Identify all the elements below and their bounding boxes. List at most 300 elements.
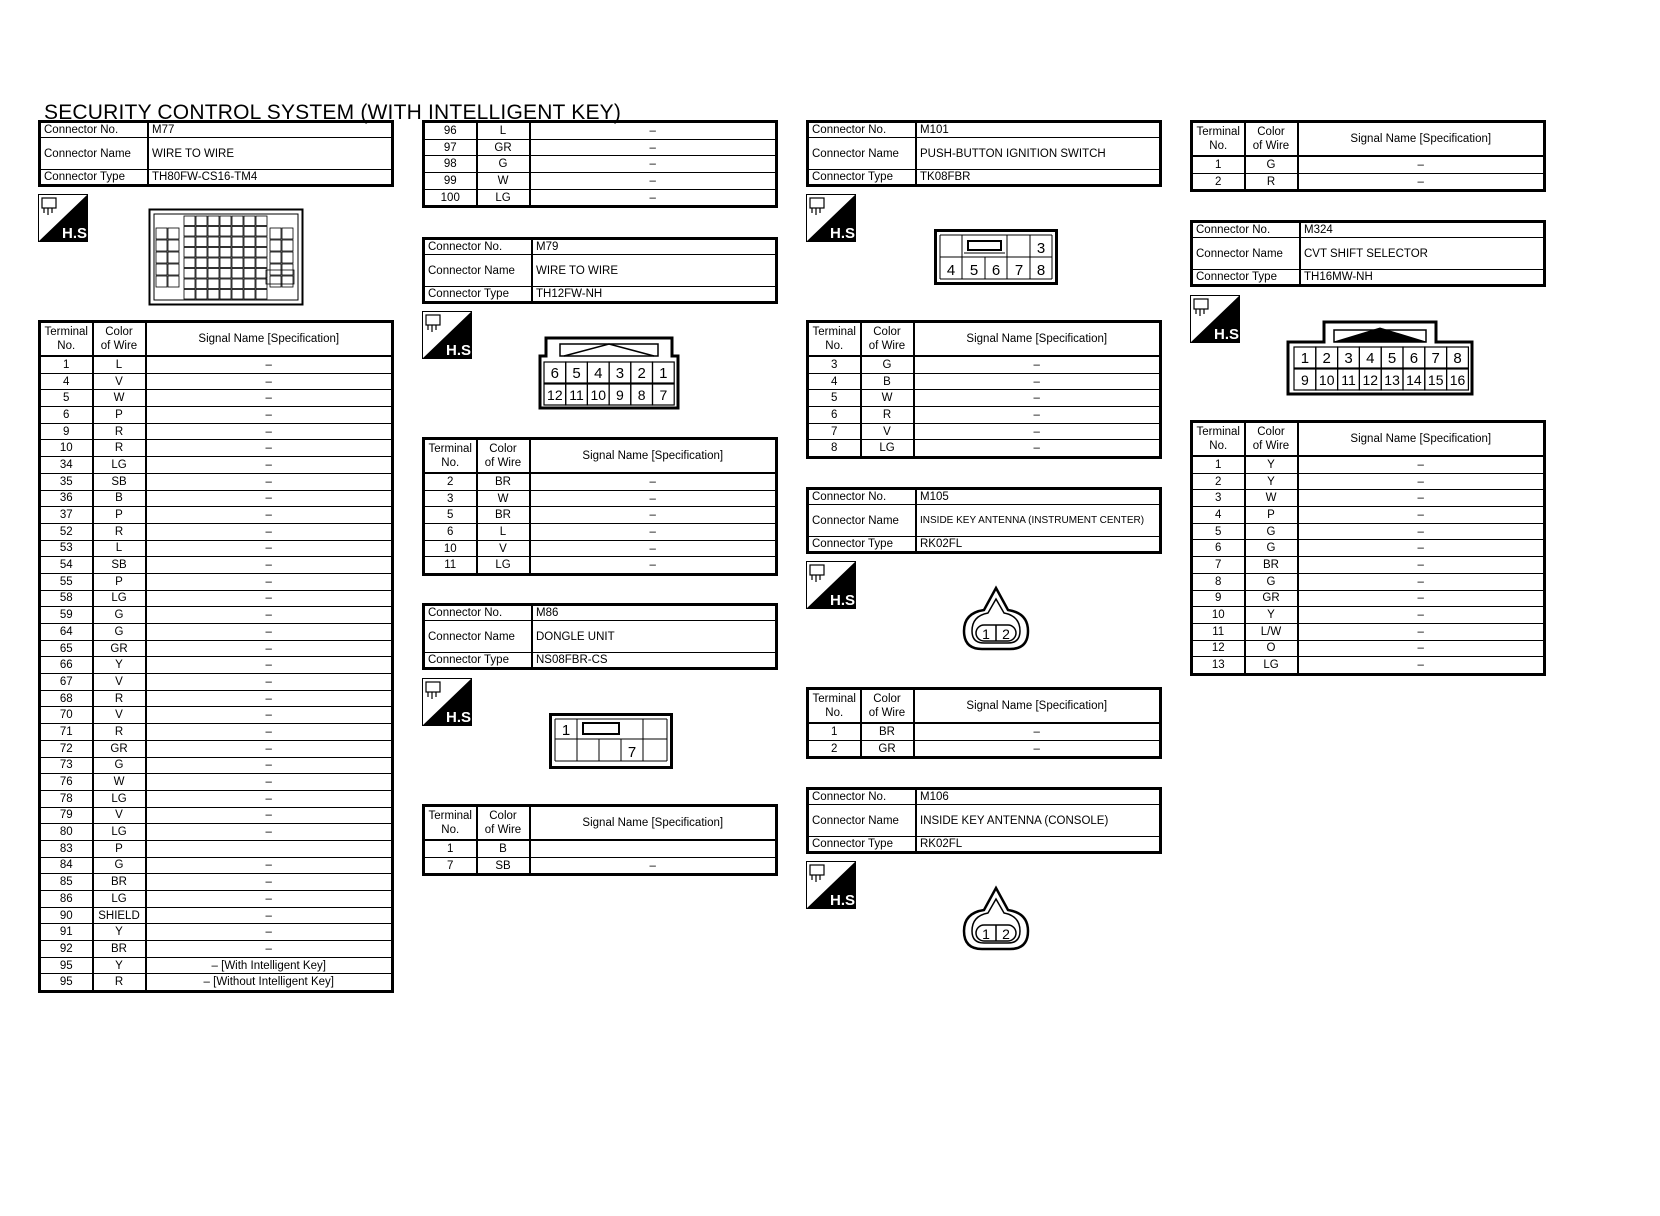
connector-name-label: Connector Name: [424, 621, 533, 653]
header-text: No.: [825, 340, 844, 352]
terminal-no: 5: [40, 390, 93, 407]
pin-label: 6: [991, 262, 1001, 279]
wire-color: R: [1245, 173, 1298, 191]
wire-color: BR: [477, 507, 530, 524]
signal-name: –: [146, 907, 393, 924]
wire-color: W: [477, 490, 530, 507]
wire-color: W: [861, 390, 914, 407]
signal-name: –: [530, 173, 777, 190]
table-row: [424, 156, 777, 173]
m79-connector-face: [538, 336, 680, 415]
wire-color: W: [93, 390, 146, 407]
wire-color: G: [1245, 540, 1298, 557]
header-text: No.: [441, 457, 460, 469]
signal-name: –: [146, 757, 393, 774]
connector-name-label: Connector Name: [808, 805, 917, 837]
signal-name: –: [530, 139, 777, 156]
terminal-no: 2: [424, 473, 477, 490]
hs-icon-label: H.S.: [446, 342, 476, 359]
table-row: [40, 891, 393, 908]
table-row: [1192, 456, 1545, 473]
m86-connector-face: [549, 713, 673, 774]
signal-name: –: [146, 507, 393, 524]
hs-icon-label: H.S.: [830, 892, 860, 909]
terminal-no: 55: [40, 573, 93, 590]
terminal-no: 4: [1192, 507, 1245, 524]
signal-name: –: [146, 857, 393, 874]
signal-name: –: [530, 156, 777, 173]
signal-name: –: [530, 473, 777, 490]
table-row: [1192, 557, 1545, 574]
wire-color: Y: [1245, 607, 1298, 624]
table-row: [424, 507, 777, 524]
table-row: [40, 607, 393, 624]
table-row: [40, 674, 393, 691]
signal-name: –: [914, 407, 1161, 424]
signal-name-header: Signal Name [Specification]: [530, 439, 777, 474]
header-text: Color: [1257, 426, 1285, 438]
header-text: of Wire: [1252, 140, 1290, 152]
header-text: No.: [1209, 440, 1228, 452]
signal-name: –: [146, 540, 393, 557]
terminal-no: 1: [1192, 156, 1245, 173]
signal-name: –: [914, 373, 1161, 390]
wire-color: P: [93, 507, 146, 524]
pin-label: 1: [561, 722, 571, 739]
signal-name: –: [914, 740, 1161, 758]
terminal-no: 3: [1192, 490, 1245, 507]
table-row: [40, 724, 393, 741]
wire-color: BR: [93, 874, 146, 891]
signal-name: –: [530, 122, 777, 140]
wire-color: Y: [93, 924, 146, 941]
table-row: [40, 957, 393, 974]
table-row: [424, 540, 777, 557]
terminal-no: 95: [40, 974, 93, 992]
pin-label: 10: [1318, 372, 1335, 388]
signal-name: –: [1298, 557, 1545, 574]
wire-color: LG: [93, 590, 146, 607]
terminal-no: 7: [808, 423, 861, 440]
signal-name-header: Signal Name [Specification]: [914, 322, 1161, 357]
connector-name-label: Connector Name: [1192, 238, 1301, 270]
header-text: of Wire: [868, 340, 906, 352]
wire-color: SB: [93, 557, 146, 574]
wire-color: R: [93, 974, 146, 992]
table-row: [40, 807, 393, 824]
terminal-no: 3: [424, 490, 477, 507]
table-row: [1192, 473, 1545, 490]
pin-label: 7: [627, 744, 637, 761]
connector-name-label: Connector Name: [808, 138, 917, 170]
wire-color: V: [93, 373, 146, 390]
signal-name: –: [146, 824, 393, 841]
terminal-no-header: [1192, 122, 1245, 157]
header-text: of Wire: [100, 340, 138, 352]
connector-name-value: WIRE TO WIRE: [532, 255, 777, 287]
table-row: [424, 490, 777, 507]
table-header: [808, 322, 1161, 357]
pin-label: 12: [1362, 372, 1379, 388]
header-text: Terminal: [1196, 426, 1240, 438]
m324-connector-face: [1286, 320, 1474, 401]
terminal-no: 2: [808, 740, 861, 758]
table-row: [1192, 573, 1545, 590]
table-row: [40, 757, 393, 774]
table-row: [1192, 590, 1545, 607]
pin-label: 13: [1384, 372, 1400, 388]
pin-label: 6: [1409, 350, 1419, 367]
connector-name-value: DONGLE UNIT: [532, 621, 777, 653]
color-of-wire-header: [477, 439, 530, 474]
hs-icon: [806, 194, 860, 247]
signal-name: –: [1298, 173, 1545, 191]
connector-type-label: Connector Type: [40, 170, 149, 186]
m105-connector-face: [960, 585, 1032, 658]
wire-color: G: [1245, 523, 1298, 540]
terminal-no: 6: [40, 407, 93, 424]
pin-label: 2: [1002, 926, 1010, 942]
connector-type-label: Connector Type: [808, 170, 917, 186]
wire-color: LG: [1245, 657, 1298, 675]
wire-color: L: [477, 524, 530, 541]
wire-color: V: [93, 674, 146, 691]
terminal-no: 2: [1192, 173, 1245, 191]
terminal-no: 85: [40, 874, 93, 891]
signal-name: –: [1298, 473, 1545, 490]
terminal-no: 59: [40, 607, 93, 624]
terminal-no-header: [1192, 422, 1245, 457]
terminal-no: 54: [40, 557, 93, 574]
header-text: of Wire: [868, 707, 906, 719]
terminal-no: 68: [40, 690, 93, 707]
wire-color: Y: [1245, 456, 1298, 473]
wire-color: R: [93, 523, 146, 540]
table-row: [424, 557, 777, 575]
wire-color: B: [477, 840, 530, 857]
terminal-no: 99: [424, 173, 477, 190]
wire-color: L: [93, 540, 146, 557]
wire-color: G: [477, 156, 530, 173]
wire-color: Y: [1245, 473, 1298, 490]
terminal-no: 1: [1192, 456, 1245, 473]
table-row: [424, 857, 777, 875]
table-row: [1192, 657, 1545, 675]
signal-name: –: [530, 189, 777, 207]
m106-connector-face: [960, 885, 1032, 958]
table-row: [40, 490, 393, 507]
connector-no-label: Connector No.: [808, 489, 917, 505]
color-of-wire-header: [1245, 122, 1298, 157]
signal-name: –: [1298, 573, 1545, 590]
table-row: [40, 941, 393, 958]
pin-label: 8: [1036, 262, 1046, 279]
table-row: [424, 473, 777, 490]
wire-color: V: [477, 540, 530, 557]
terminal-no: 10: [1192, 607, 1245, 624]
table-row: [40, 974, 393, 992]
pin-label: 7: [659, 387, 668, 403]
pin-label: 16: [1449, 372, 1466, 388]
wire-color: L: [93, 356, 146, 373]
terminal-no: 90: [40, 907, 93, 924]
signal-name: –: [146, 590, 393, 607]
signal-name: –: [914, 390, 1161, 407]
pin-label: 9: [616, 387, 624, 403]
signal-name: –: [146, 874, 393, 891]
table-row: [40, 457, 393, 474]
wire-color: G: [861, 356, 914, 373]
pin-label: 5: [1387, 350, 1397, 367]
terminal-no: 84: [40, 857, 93, 874]
hs-icon-label: H.S.: [62, 225, 92, 242]
pin-label: 11: [1341, 372, 1356, 388]
wire-color: LG: [93, 824, 146, 841]
header-text: Color: [873, 693, 901, 705]
table-row: [808, 373, 1161, 390]
page-title: SECURITY CONTROL SYSTEM (WITH INTELLIGENT KEY): [44, 101, 622, 124]
table-row: [424, 139, 777, 156]
connector-type-value: TH80FW-CS16-TM4: [148, 170, 393, 186]
pin-label: 5: [572, 365, 581, 382]
terminal-no: 34: [40, 457, 93, 474]
terminal-no: 6: [424, 524, 477, 541]
wire-color: GR: [477, 139, 530, 156]
signal-name: –: [146, 707, 393, 724]
terminal-no: 98: [424, 156, 477, 173]
header-text: Color: [489, 810, 517, 822]
table-row: [40, 707, 393, 724]
m106-terminal-table: [1190, 120, 1546, 192]
terminal-no: 72: [40, 740, 93, 757]
header-text: Color: [1257, 126, 1285, 138]
table-row: [808, 740, 1161, 758]
wire-color: R: [93, 423, 146, 440]
wire-color: O: [1245, 640, 1298, 657]
header-text: Color: [489, 443, 517, 455]
terminal-no: 13: [1192, 657, 1245, 675]
table-row: [40, 774, 393, 791]
pin-label: 3: [1036, 240, 1046, 257]
pin-label: 7: [1431, 350, 1440, 367]
pin-label: 4: [946, 262, 956, 279]
connector-name-value: WIRE TO WIRE: [148, 138, 393, 170]
signal-name-header: Signal Name [Specification]: [146, 322, 393, 357]
terminal-no: 67: [40, 674, 93, 691]
terminal-no: 73: [40, 757, 93, 774]
terminal-no: 52: [40, 523, 93, 540]
terminal-no: 9: [1192, 590, 1245, 607]
m105-info: [806, 487, 1162, 554]
terminal-no: 70: [40, 707, 93, 724]
wire-color: L/W: [1245, 623, 1298, 640]
terminal-no: 83: [40, 840, 93, 857]
table-row: [40, 840, 393, 857]
table-row: [40, 507, 393, 524]
terminal-no: 78: [40, 790, 93, 807]
signal-name: –: [1298, 156, 1545, 173]
wire-color: B: [861, 373, 914, 390]
signal-name: –: [146, 390, 393, 407]
terminal-no: 3: [808, 356, 861, 373]
wire-color: LG: [93, 790, 146, 807]
table-row: [424, 122, 777, 140]
signal-name: –: [1298, 623, 1545, 640]
signal-name: – [Without Intelligent Key]: [146, 974, 393, 992]
terminal-no: 2: [1192, 473, 1245, 490]
pin-label: 1: [982, 626, 990, 642]
signal-name: –: [146, 473, 393, 490]
signal-name-header: Signal Name [Specification]: [914, 689, 1161, 724]
signal-name: –: [146, 924, 393, 941]
signal-name: –: [530, 524, 777, 541]
table-header: [1192, 122, 1545, 157]
pin-label: 1: [982, 926, 990, 942]
signal-name: –: [146, 724, 393, 741]
pin-label: 11: [569, 387, 584, 403]
connector-type-label: Connector Type: [1192, 270, 1301, 286]
terminal-no: 11: [424, 557, 477, 575]
table-row: [40, 523, 393, 540]
pin-label: 6: [550, 365, 560, 382]
table-row: [424, 173, 777, 190]
pin-label: 2: [1002, 626, 1010, 642]
wire-color: G: [93, 624, 146, 641]
connector-no-value: M324: [1300, 222, 1545, 238]
pin-label: 8: [637, 387, 646, 403]
color-of-wire-header: [1245, 422, 1298, 457]
m324-terminal-table: [1190, 420, 1546, 676]
signal-name: –: [146, 356, 393, 373]
connector-name-label: Connector Name: [40, 138, 149, 170]
signal-name: –: [530, 540, 777, 557]
terminal-no: 100: [424, 189, 477, 207]
signal-name: –: [146, 373, 393, 390]
signal-name: –: [1298, 590, 1545, 607]
table-row: [40, 473, 393, 490]
wire-color: V: [93, 707, 146, 724]
table-row: [40, 657, 393, 674]
pin-label: 12: [547, 387, 563, 403]
terminal-no: 1: [424, 840, 477, 857]
signal-name: –: [146, 941, 393, 958]
table-row: [40, 790, 393, 807]
table-header: [1192, 422, 1545, 457]
signal-name: –: [1298, 456, 1545, 473]
color-of-wire-header: [861, 689, 914, 724]
wire-color: BR: [861, 723, 914, 740]
signal-name: – [With Intelligent Key]: [146, 957, 393, 974]
wire-color: R: [93, 690, 146, 707]
m79-info: [422, 237, 778, 304]
terminal-no: 5: [808, 390, 861, 407]
connector-type-value: NS08FBR-CS: [532, 653, 777, 669]
table-header: [424, 439, 777, 474]
wire-color: GR: [93, 640, 146, 657]
terminal-no: 10: [40, 440, 93, 457]
signal-name: –: [146, 607, 393, 624]
connector-name-value: INSIDE KEY ANTENNA (CONSOLE): [916, 805, 1161, 837]
wire-color: G: [1245, 573, 1298, 590]
color-of-wire-header: [93, 322, 146, 357]
terminal-no: 37: [40, 507, 93, 524]
table-row: [40, 373, 393, 390]
hs-icon-label: H.S.: [830, 225, 860, 242]
wire-color: LG: [93, 457, 146, 474]
signal-name: –: [1298, 490, 1545, 507]
wire-color: BR: [93, 941, 146, 958]
pin-label: 9: [1301, 372, 1309, 388]
m77-connector-face: [148, 208, 304, 311]
connector-no-label: Connector No.: [1192, 222, 1301, 238]
pin-label: 2: [1322, 350, 1331, 367]
m324-info: [1190, 220, 1546, 287]
table-row: [40, 857, 393, 874]
terminal-no: 5: [1192, 523, 1245, 540]
signal-name: –: [530, 490, 777, 507]
terminal-no: 76: [40, 774, 93, 791]
signal-name: –: [146, 657, 393, 674]
header-text: No.: [441, 824, 460, 836]
pin-label: 3: [615, 365, 625, 382]
terminal-no: 92: [40, 941, 93, 958]
terminal-no: 12: [1192, 640, 1245, 657]
pin-label: 15: [1427, 372, 1444, 388]
signal-name: –: [914, 723, 1161, 740]
table-header: [424, 806, 777, 841]
terminal-no: 53: [40, 540, 93, 557]
wire-color: V: [93, 807, 146, 824]
signal-name: –: [146, 557, 393, 574]
terminal-no: 4: [40, 373, 93, 390]
m101-info: [806, 120, 1162, 187]
wire-color: P: [93, 407, 146, 424]
table-row: [808, 390, 1161, 407]
wire-color: LG: [93, 891, 146, 908]
header-text: Terminal: [428, 810, 472, 822]
header-text: No.: [57, 340, 76, 352]
terminal-no-header: [808, 689, 861, 724]
signal-name: –: [914, 423, 1161, 440]
table-row: [40, 924, 393, 941]
connector-type-value: RK02FL: [916, 837, 1161, 853]
wire-color: G: [93, 607, 146, 624]
table-row: [40, 407, 393, 424]
hs-icon-label: H.S.: [830, 592, 860, 609]
table-row: [1192, 540, 1545, 557]
hs-icon: [806, 861, 860, 914]
signal-name: –: [1298, 507, 1545, 524]
terminal-no: 66: [40, 657, 93, 674]
terminal-no: 1: [40, 356, 93, 373]
connector-type-label: Connector Type: [808, 537, 917, 553]
wire-color: LG: [477, 189, 530, 207]
terminal-no: 1: [808, 723, 861, 740]
terminal-no-header: [424, 806, 477, 841]
signal-name: –: [530, 857, 777, 875]
signal-name-header: Signal Name [Specification]: [1298, 422, 1545, 457]
wire-color: P: [1245, 507, 1298, 524]
pin-label: 3: [1344, 350, 1353, 367]
wire-color: P: [93, 573, 146, 590]
table-row: [424, 524, 777, 541]
connector-no-label: Connector No.: [808, 789, 917, 805]
pin-label: 7: [1014, 262, 1024, 279]
signal-name: –: [1298, 657, 1545, 675]
terminal-no: 86: [40, 891, 93, 908]
pin-label: 14: [1406, 372, 1422, 388]
hs-icon-label: H.S.: [446, 709, 476, 726]
